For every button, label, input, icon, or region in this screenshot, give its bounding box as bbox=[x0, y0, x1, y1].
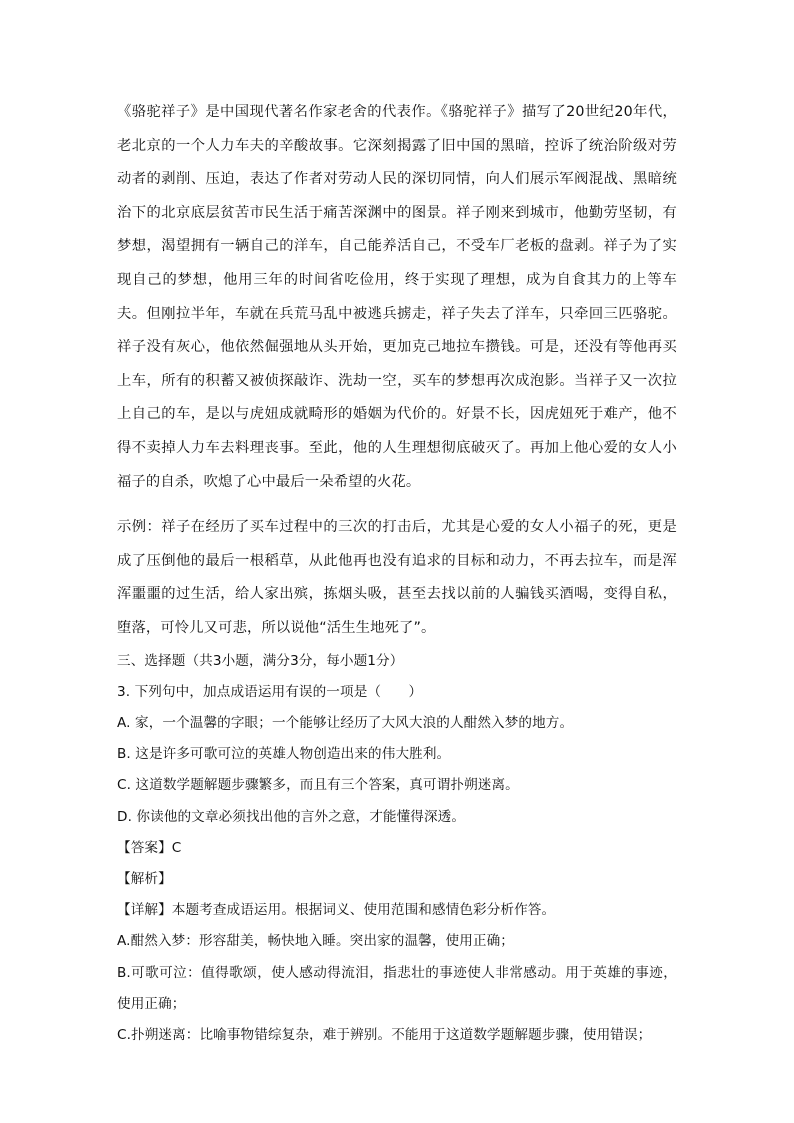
passage-summary: 《骆驼祥子》是中国现代著名作家老舍的代表作。《骆驼祥子》描写了20世纪20年代，老北京的一个人力车夫的辛酸故事。它深刻揭露了旧中国的黑暗，控诉了统治阶级对劳动者的剥削、压迫，表达了作者对劳动人民的深切同情，向人们展示军阀混战、黑暗统治下的北京底层贫苦市民生活于痛苦深渊中的图景。祥子刚来到城市，他勤劳坚韧，有梦想，渴望拥有一辆自己的洋车，自己能养活自己，不受车厂老板的盘剥。祥子为了实现自己的梦想，他用三年的时间省吃俭用，终于实现了理想，成为自食其力的上等车夫。但刚拉半年，车就在兵荒马乱中被逃兵掳走，祥子失去了洋车，只牵回三匹骆驼。祥子没有灰心，他依然倔强地从头开始，更加克己地拉车攒钱。可是，还没有等他再买上车，所有的积蓄又被侦探敲诈、洗劫一空，买车的梦想再次成泡影。当祥子又一次拉上自己的车，是以与虎妞成就畸形的婚姻为代价的。好景不长，因虎妞死于难产，他不得不卖掉人力车去料理丧事。至此，他的人生理想彻底破灭了。再加上他心爱的女人小福子的自杀，吹熄了心中最后一朵希望的火花。 bbox=[117, 104, 677, 490]
explanation-b: B.可歌可泣：值得歌颂，使人感动得流泪，指悲壮的事迹使人非常感动。用于英雄的事迹，使用正确； bbox=[117, 964, 677, 1012]
detail-text: 【详解】本题考查成语运用。根据词义、使用范围和感情色彩分析作答。 bbox=[117, 902, 556, 919]
explanation-a: A.酣然入梦：形容甜美，畅快地入睡。突出家的温馨，使用正确； bbox=[117, 933, 515, 950]
passage-example: 示例：祥子在经历了买车过程中的三次的打击后，尤其是心爱的女人小福子的死，更是成了压倒他的最后一根稻草，从此他再也没有追求的目标和动力，不再去拉车，而是浑浑噩噩的过生活，给人家出殡，拣烟头吸，甚至去找以前的人骗钱买酒喝，变得自私，堕落，可怜儿又可悲，所以说他“活生生地死了”。 bbox=[117, 519, 677, 636]
option-b: B. 这是许多可歌可泣的英雄人物创造出来的伟大胜利。 bbox=[117, 746, 451, 763]
explanation-c: C.扑朔迷离：比喻事物错综复杂，难于辨别。不能用于这道数学题解题步骤，使用错误； bbox=[117, 1026, 652, 1043]
section-heading: 三、选择题（共3小题，满分3分，每小题1分） bbox=[117, 652, 404, 669]
document-page bbox=[117, 96, 677, 1051]
option-c: C. 这道数学题解题步骤繁多，而且有三个答案，真可谓扑朔迷离。 bbox=[117, 777, 519, 794]
analysis-label: 【解析】 bbox=[117, 870, 172, 887]
option-d: D. 你读他的文章必须找出他的言外之意，才能懂得深透。 bbox=[117, 808, 466, 825]
answer-label: 【答案】C bbox=[117, 839, 182, 856]
question-stem: 3. 下列句中，加点成语运用有误的一项是（ ） bbox=[117, 683, 423, 700]
option-a: A. 家，一个温馨的字眼；一个能够让经历了大风大浪的人酣然入梦的地方。 bbox=[117, 714, 574, 731]
